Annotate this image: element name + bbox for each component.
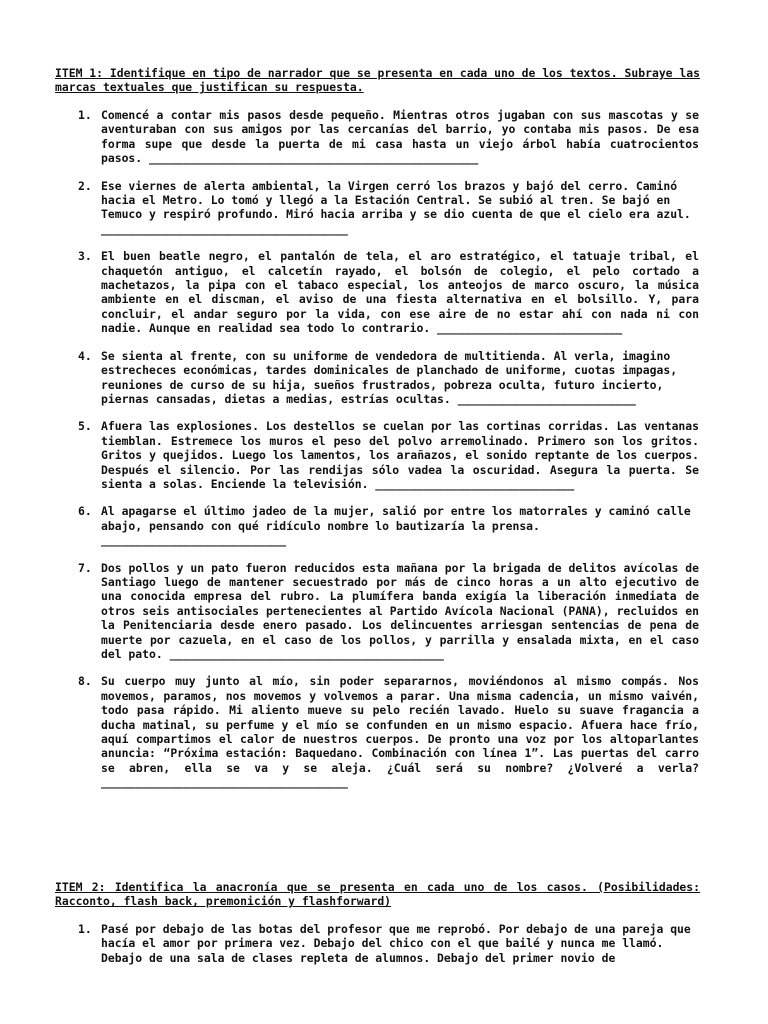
item-text: El buen beatle negro, el pantalón de tela, el aro estratégico, el tatuaje tribal, el chaquetón antiguo, el calcetín rayado, el bolsón de colegio, el pelo cortado a machetazos, la pipa con el tabaco especial, los anteojos de marco oscuro, la música ambiente en el discman, el aviso de una fiesta alternativa en el bolsillo. Y, para concluir, el andar seguro por la vida, con ese aire de no estar ahí con nada ni con nadie. Aunque en realidad sea todo lo contrario. ___________________________ — [101, 249, 699, 336]
item-number: 1. — [78, 922, 92, 936]
item-number: 2. — [78, 178, 92, 193]
item-text: Al apagarse el último jadeo de la mujer, salió por entre los matorrales y caminó calle abajo, pensando con qué ridículo nombre lo bautizaría la prensa. ___________________________ — [101, 504, 691, 548]
item-number: 7. — [78, 560, 92, 575]
list-item — [0, 922, 768, 965]
item-number: 5. — [78, 419, 92, 434]
item-number: 8. — [78, 674, 92, 689]
item-text: Pasé por debajo de las botas del profesor que me reprobó. Por debajo de una pareja que hacía el amor por primera vez. Debajo del chico con el que bailé y nunca me llamó. Debajo de una sala de clases repleta de alumnos. Debajo del primer novio de — [101, 922, 691, 965]
item2-list — [0, 922, 768, 978]
item2-heading: ITEM 2: Identifica la anacronía que se presenta en cada uno de los casos. (Posibilidades: Racconto, flash back, premonición y flashforward) — [55, 880, 700, 909]
item-number: 1. — [78, 108, 92, 122]
list-item — [0, 249, 768, 335]
list-item — [0, 108, 768, 166]
item-text: Se sienta al frente, con su uniforme de vendedora de multitienda. Al verla, imagino estrecheces económicas, tardes dominicales de planchado de uniforme, cuotas impagas, reuniones de curso de su hija, sueños frustrados, pobreza oculta, futuro incierto, piernas cansadas, dietas a medias, estrías ocultas. __________________________ — [101, 348, 678, 406]
item-number: 4. — [78, 348, 92, 363]
list-item — [0, 674, 768, 789]
list-item — [0, 419, 768, 491]
item-text: Dos pollos y un pato fueron reducidos esta mañana por la brigada de delitos avícolas de Santiago luego de mantener secuestrado por más de cinco horas a un alto ejecutivo de una conocida empresa del rubro. La plumífera banda exigía la liberación inmediata de otros seis antisociales pertenecientes al Partido Avícola Nacional (PANA), recluidos en la Penitenciaria desde enero pasado. Los delincuentes arriesgan sentencias de pena de muerte por cazuela, en el caso de los pollos, y parrilla y ensalada mixta, en el caso del pato. ________________________________________ — [101, 560, 699, 661]
list-item — [0, 349, 768, 407]
list-item — [0, 504, 768, 547]
list-item — [0, 179, 768, 237]
list-item — [0, 561, 768, 662]
item1-heading: ITEM 1: Identifique en tipo de narrador que se presenta en cada uno de los textos. Subraye las marcas textuales que justifican su respuesta. — [55, 66, 700, 95]
item-text: Comencé a contar mis pasos desde pequeño. Mientras otros jugaban con sus mascotas y se aventuraban con sus amigos por las cercanías del barrio, yo contaba mis pasos. De esa forma supe que desde la puerta de mi casa hasta un viejo árbol había cuatrocientos pasos. ________________________________________________ — [101, 108, 699, 166]
item-number: 6. — [78, 504, 92, 519]
item-text: Su cuerpo muy junto al mío, sin poder separarnos, moviéndonos al mismo compás. Nos movemos, paramos, nos movemos y volvemos a parar. Una misma cadencia, un mismo vaivén, todo pasa rápido. Mi aliento mueve su pelo recién lavado. Huelo su suave fragancia a ducha matinal, su perfume y el mío se confunden en un mismo espacio. Afuera hace frío, aquí compartimos el calor de nuestros cuerpos. De pronto una voz por los altoparlantes anuncia: “Próxima estación: Baquedano. Combinación con línea 1”. Las puertas del carro se abren, ella se va y se aleja. ¿Cuál será su nombre? ¿Volveré a verla? ____________________________________ — [101, 674, 699, 790]
item-text: Ese viernes de alerta ambiental, la Virgen cerró los brazos y bajó del cerro. Caminó hacia el Metro. Lo tomó y llegó a la Estación Central. Se subió al tren. Se bajó en Temuco y respiró profundo. Miró hacia arriba y se dio cuenta de que el cielo era azul. ____________________________________ — [101, 178, 691, 236]
item1-list — [0, 108, 768, 803]
item-text: Afuera las explosiones. Los destellos se cuelan por las cortinas corridas. Las ventanas tiemblan. Estremece los muros el peso del polvo arremolinado. Primero son los gritos. Gritos y quejidos. Luego los lamentos, los arañazos, el sonido reptante de los cuerpos. Después el silencio. Por las rendijas sólo vadea la oscuridad. Asegura la puerta. Se sienta a solas. Enciende la televisión. _____________________________ — [101, 419, 699, 491]
item-number: 3. — [78, 249, 92, 264]
